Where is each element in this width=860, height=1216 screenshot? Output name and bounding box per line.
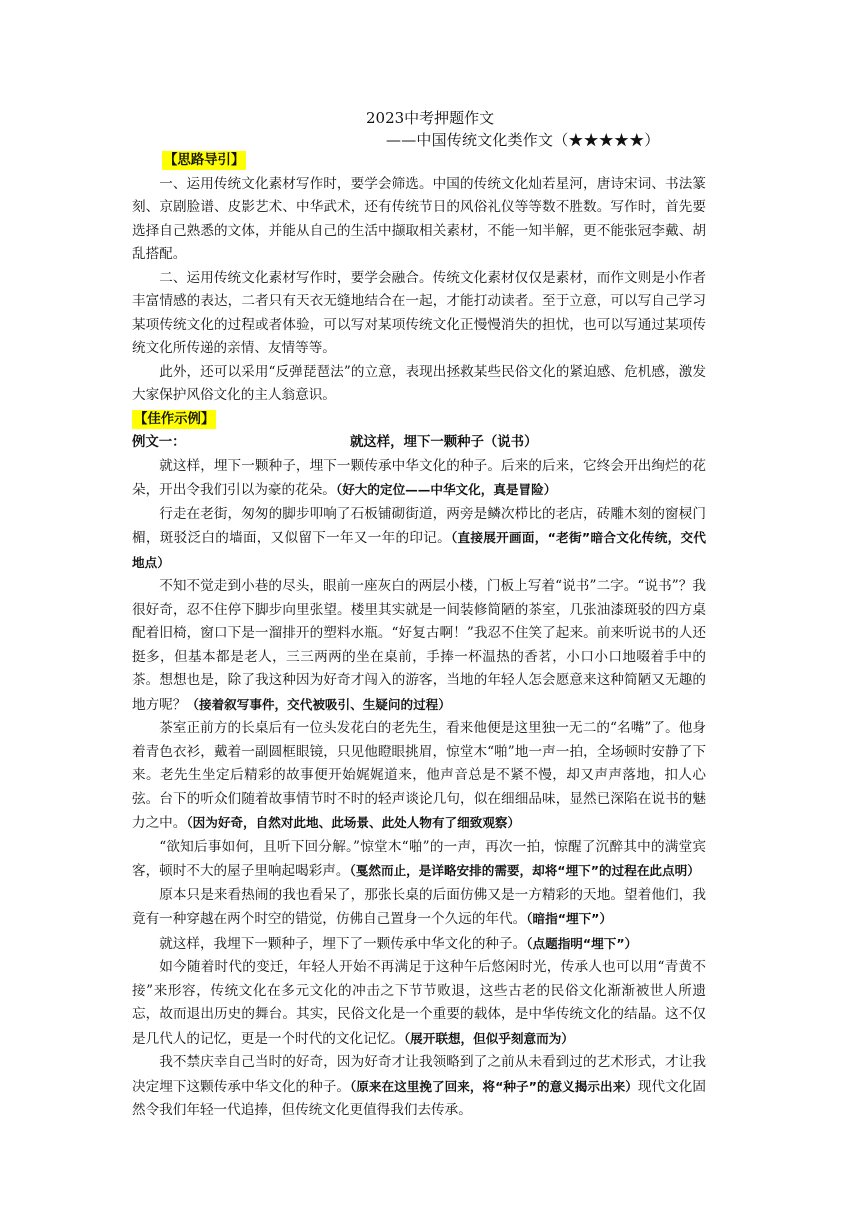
essay-text: 如今随着时代的变迁，年轻人开始不再满足于这种午后悠闲时光，传承人也可以用“青黄不接”来形容，传统文化在多元文化的冲击之下节节败退，这些古老的民俗文化渐渐被世人所遗忘，故而退出历史的舞台。其实，民俗文化是一个重要的载体，是中华传统文化的结晶。这不仅是几代人的记忆，更是一个时代的文化记忆。 bbox=[132, 959, 706, 1047]
essay-comment: （因为好奇，自然对此地、此场景、此处人物有了细致观察） bbox=[186, 815, 521, 830]
essay-paragraph bbox=[132, 932, 706, 957]
essay-paragraph bbox=[132, 1051, 706, 1123]
guide-paragraph-2: 二、运用传统文化素材写作时，要学会融合。传统文化素材仅仅是素材，而作文则是小作者丰富情感的表达，二者只有天衣无缝地结合在一起，才能打动读者。至于立意，可以写自己学习某项传统文化的过程或者体验，可以写对某项传统文化正慢慢消失的担忧，也可以写通过某项传统文化所传递的亲情、友情等等。 bbox=[132, 269, 706, 356]
essay-text: 行走在老街，匆匆的脚步叩响了石板铺砌街道，两旁是鳞次栉比的老店，砖雕木刻的窗棂门楣，斑驳泛白的墙面，又似留下一年又一年的印记。 bbox=[132, 505, 706, 546]
document-title: 2023中考押题作文 bbox=[366, 109, 495, 127]
example-section-header bbox=[132, 408, 706, 432]
example-title: 就这样，埋下一颗种子（说书） bbox=[350, 435, 538, 450]
essay-text: 原本只是来看热闹的我也看呆了，那张长桌的后面仿佛又是一方精彩的天地。望着他们，我竟有一种穿越在两个时空的错觉，仿佛自己置身一个久远的年代。 bbox=[132, 886, 706, 927]
essay-paragraph bbox=[132, 956, 706, 1051]
essay-text: 我不禁庆幸自己当时的好奇，因为好奇才让我领略到了之前从未看到过的艺术形式，才让我决定埋下这颗传承中华文化的种子。 bbox=[132, 1054, 706, 1095]
essay-paragraph bbox=[132, 575, 706, 717]
essay-comment: （好大的定位——中华文化，真是冒险） bbox=[335, 482, 557, 497]
essay-paragraph bbox=[132, 503, 706, 576]
essay-comment: （点题指明“埋下”） bbox=[526, 935, 638, 951]
essay-comment: （接着叙写事件，交代被吸引、生疑问的过程） bbox=[186, 696, 451, 712]
essay-comment: （戛然而止，是详略安排的需要，却将“埋下”的过程在此点明） bbox=[349, 863, 700, 878]
essay-paragraph bbox=[132, 455, 706, 503]
example-heading bbox=[132, 431, 706, 455]
guide-section-header bbox=[132, 149, 706, 173]
essay-paragraph bbox=[132, 717, 706, 836]
essay-text: 就这样，我埋下一颗种子，埋下了一颗传承中华文化的种子。 bbox=[159, 935, 527, 952]
essay-comment: （原来在这里挽了回来，将“种子”的意义揭示出来） bbox=[349, 1078, 638, 1094]
essay-text: 不知不觉走到小巷的尽头，眼前一座灰白的两层小楼，门板上写着“说书”二字。“说书”？我很好奇，忍不住停下脚步向里张望。楼里其实就是一间装修简陋的茶室，几张油漆斑驳的四方桌配着旧椅，窗口下是一溜排开的塑料水瓶。“好复古啊！”我忍不住笑了起来。前来听说书的人还挺多，但基本都是老人，三三两两的坐在桌前，手捧一杯温热的香茗，小口小口地啜着手中的茶。想想也是，除了我这种因为好奇才闯入的游客，当地的年轻人怎会愿意来这种简陋又无趣的地方呢？ bbox=[132, 578, 706, 713]
essay-paragraph bbox=[132, 836, 706, 884]
essay-comment: （直接展开画面，“老街”暗合文化传统，交代地点） bbox=[132, 530, 706, 570]
guide-paragraph-3: 此外，还可以采用“反弹琵琶法”的立意，表现出拯救某些民俗文化的紧迫感、危机感，激发大家保护风俗文化的主人翁意识。 bbox=[132, 363, 706, 403]
essay-paragraph bbox=[132, 884, 706, 932]
essay-comment: （暗指“埋下”） bbox=[526, 911, 613, 926]
example-tag: 【佳作示例】 bbox=[134, 411, 215, 427]
essay-text-tail: 现代文化固然令我们年轻一代追捧，但传统文化更值得我们去传承。 bbox=[132, 1078, 706, 1118]
essay-text: 就这样，埋下一颗种子，埋下一颗传承中华文化的种子。后来的后来，它终会开出绚烂的花朵，开出令我们引以为豪的花朵。 bbox=[132, 457, 706, 498]
document-subtitle: ——中国传统文化类作文（★★★★★） bbox=[386, 131, 660, 149]
guide-paragraph-1: 一、运用传统文化素材写作时，要学会筛选。中国的传统文化灿若星河，唐诗宋词、书法篆刻、京剧脸谱、皮影艺术、中华武术，还有传统节日的风俗礼仪等等数不胜数。写作时，首先要选择自己熟悉的文体，并能从自己的生活中撷取相关素材，不能一知半解，更不能张冠李戴、胡乱搭配。 bbox=[132, 175, 706, 262]
example-label: 例文一： bbox=[132, 435, 186, 450]
essay-text: 茶室正前方的长桌后有一位头发花白的老先生，看来他便是这里独一无二的“名嘴”了。他身着青色衣衫，戴着一副圆框眼镜，只见他瞪眼挑眉，惊堂木“啪”地一声一拍，全场顿时安静了下来。老先生坐定后精彩的故事便开始娓娓道来，他声音总是不紧不慢，却又声声落地，扣人心弦。台下的听众们随着故事情节时不时的轻声谈论几句，似在细细品味，显然已深陷在说书的魅力之中。 bbox=[132, 720, 706, 831]
essay-comment: （展开联想，但似乎刻意而为） bbox=[403, 1030, 574, 1046]
document-body bbox=[132, 149, 706, 1123]
essay-text: “欲知后事如何，且听下回分解。”惊堂木“啪”的一声，再次一拍，惊醒了沉醉其中的满堂宾客，顿时不大的屋子里响起喝彩声。 bbox=[132, 838, 706, 879]
guide-tag: 【思路导引】 bbox=[164, 153, 245, 168]
